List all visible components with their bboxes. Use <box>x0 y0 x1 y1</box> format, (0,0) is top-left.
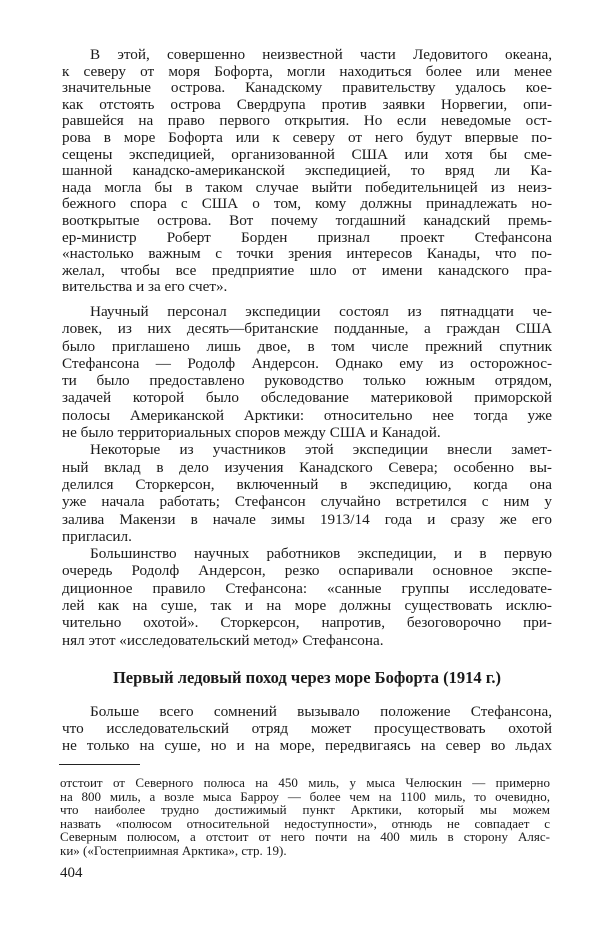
text-line: нада могла бы в таком случае выйти победительницей из неиз- <box>62 178 552 196</box>
text-line: бежного спора с США о том, кому должны принадлежать но- <box>62 195 552 213</box>
text-line: В этой, совершенно неизвестной части Ледовитого океана, <box>90 46 552 63</box>
text-line: лей как на суше, так и на море должны существовать исклю- <box>62 597 552 615</box>
text-line: к северу от моря Бофорта, могли находиться более или менее <box>62 62 552 80</box>
text-line: как отстоять острова Свердрупа против заявки Норвегии, опи- <box>62 95 552 113</box>
text-line: рова в море Бофорта или к северу от него будут впервые по- <box>62 128 552 146</box>
text-line: ти было предоставлено руководство только южным отрядом, <box>62 372 552 390</box>
footnote-line: назвать «полюсом относительной недоступности», отнюдь не совпадает с <box>60 815 550 831</box>
text-line: уже начала работать; Стефансон случайно встретился с ним у <box>62 493 552 511</box>
text-line: равшейся на право первого открытия. Но если неведомые ост- <box>62 112 552 130</box>
footnote-line: что наиболее трудно достижимый пункт Арктики, который мы можем <box>60 802 550 818</box>
text-line: было приглашено лишь двое, в том числе прежний спутник <box>62 337 552 355</box>
footnote-line: ки» («Гостеприимная Арктика», стр. 19). <box>60 842 287 858</box>
text-line: «настолько важным с точки зрения интересов Канады, что по- <box>62 245 552 263</box>
text-line: не было территориальных споров между США и Канадой. <box>62 424 441 442</box>
text-line: диционное правило Стефансона: «санные группы исследовате- <box>62 579 552 597</box>
footnote-divider <box>59 764 140 765</box>
text-line: Больше всего сомнений вызывало положение Стефансона, <box>90 703 552 720</box>
text-line: не только на суше, но и на море, передвигаясь на север во льдах <box>62 737 552 754</box>
text-line: что исследовательский отряд может просуществовать охотой <box>62 720 552 737</box>
text-line: нял этот «исследовательский метод» Стефансона. <box>62 631 384 649</box>
text-line: желал, чтобы все предприятие шло от имени канадского пра- <box>62 261 552 279</box>
paragraph-block-middle <box>62 303 552 649</box>
text-line: делился Сторкерсон, включенный в экспедицию, когда она <box>62 475 552 493</box>
text-line: задачей которой было обследование материковой приморской <box>62 389 552 407</box>
footnote-line: на 800 миль, а возле мыса Барроу — более чем на 1100 миль, то очевидно, <box>60 788 550 804</box>
footnote <box>60 776 550 858</box>
footnote-line: Северным полюсом, а отстоит от него почти на 400 миль в сторону Аляс- <box>60 829 550 845</box>
text-line: ный вклад в дело изучения Канадского Севера; особенно вы- <box>62 458 552 476</box>
text-line: пригласил. <box>62 527 132 545</box>
text-line: Научный персонал экспедиции состоял из пятнадцати че- <box>90 303 552 320</box>
text-line: полосы Американской Арктики: относительно нее тогда уже <box>62 406 552 424</box>
text-line: Большинство научных работников экспедиции, и в первую <box>90 545 552 563</box>
paragraph-block-top <box>62 47 552 296</box>
text-line: чительно охотой». Сторкерсон, напротив, безоговорочно при- <box>62 614 552 632</box>
section-heading: Первый ледовый поход через море Бофорта (1914 г.) <box>112 668 502 687</box>
text-line: значительные острова. Канадскому правительству удалось кое- <box>62 79 552 97</box>
text-line: залива Макензи в начале зимы 1913/14 года и сразу же его <box>62 510 552 528</box>
text-line: вооткрытые острова. Вот почему тогдашний канадский премь- <box>62 211 552 229</box>
text-line: ер-министр Роберт Борден признал проект Стефансона <box>62 228 552 246</box>
paragraph-block-after-heading <box>62 703 552 754</box>
text-line: сещены экспедицией, организованной США или хотя бы сме- <box>62 145 552 163</box>
text-line: шанной канадско-американской экспедицией, то вряд ли Ка- <box>62 162 552 180</box>
text-line: очередь Родолф Андерсон, резко оспаривали основное экспе- <box>62 562 552 580</box>
text-line: Стефансона — Родолф Андерсон. Однако ему из осторожнос- <box>62 354 552 372</box>
page-number: 404 <box>60 865 83 881</box>
text-line: Некоторые из участников этой экспедиции внесли замет- <box>90 441 552 459</box>
text-line: ловек, из них десять—британские подданные, а граждан США <box>62 320 552 338</box>
footnote-line: отстоит от Северного полюса на 450 миль, у мыса Челюскин — примерно <box>60 775 550 790</box>
text-line: вительства и за его счет». <box>62 278 228 296</box>
